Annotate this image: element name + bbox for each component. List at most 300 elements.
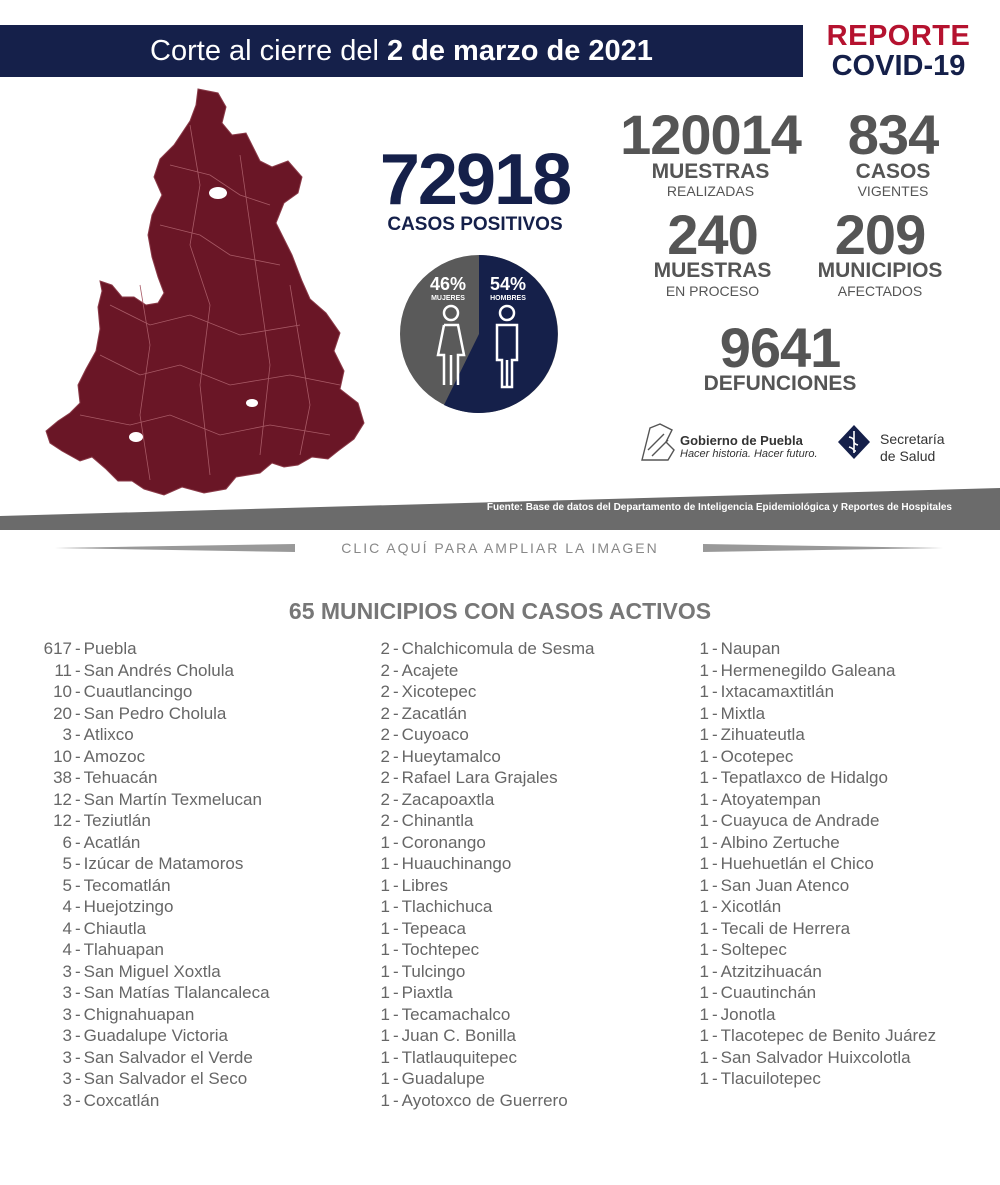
municipality-row [375, 918, 594, 940]
active-case-count: 10 [53, 682, 72, 701]
municipality-name: Tecomatlán [83, 875, 171, 895]
municipality-name: Mixtla [720, 703, 766, 723]
women-label: MUJERES [431, 295, 465, 302]
active-case-count: 1 [699, 811, 709, 830]
municipalities-column-1 [40, 638, 270, 1111]
separator-dash: - [75, 725, 81, 744]
municipalities-label: MUNICIPIOS [817, 259, 943, 282]
municipality-row [697, 724, 936, 746]
municipality-row [697, 746, 936, 768]
active-cases-label: CASOS [855, 160, 931, 183]
municipality-name: Rafael Lara Grajales [401, 768, 558, 787]
separator-dash: - [393, 1026, 399, 1045]
municipality-name: Coronango [401, 832, 486, 852]
municipality-row [375, 982, 594, 1004]
men-percent: 54% [489, 274, 527, 294]
separator-dash: - [75, 983, 81, 1002]
separator-dash: - [75, 918, 81, 938]
municipality-row [40, 853, 270, 875]
municipality-row [375, 660, 594, 682]
separator-dash: - [712, 639, 718, 658]
separator-dash: - [75, 1047, 81, 1067]
municipality-name: San Juan Atenco [720, 875, 850, 895]
active-case-count: 2 [380, 811, 390, 830]
active-case-count: 3 [62, 1069, 72, 1088]
municipality-row [375, 1068, 594, 1090]
gobierno-name: Gobierno de Puebla [680, 433, 803, 448]
active-case-count: 1 [380, 1090, 390, 1110]
separator-dash: - [75, 854, 81, 873]
municipality-name: Zacatlán [401, 703, 467, 723]
municipality-row [697, 875, 936, 897]
separator-dash: - [712, 768, 718, 787]
active-case-count: 2 [380, 725, 390, 744]
municipality-row [697, 789, 936, 811]
municipality-row [375, 810, 594, 832]
municipality-row [40, 681, 270, 703]
municipality-row [40, 767, 270, 789]
municipality-row [375, 767, 594, 789]
active-case-count: 4 [62, 897, 72, 916]
municipality-name: Soltepec [720, 940, 787, 959]
separator-dash: - [712, 940, 718, 959]
municipality-row [40, 1004, 270, 1026]
municipality-name: Libres [401, 875, 448, 895]
municipality-name: Chignahuapan [83, 1004, 195, 1024]
separator-dash: - [393, 639, 399, 658]
municipality-row [697, 1004, 936, 1026]
municipality-name: Chinantla [401, 811, 474, 830]
active-case-count: 1 [699, 789, 709, 809]
active-case-count: 10 [53, 746, 72, 766]
municipality-name: San Matías Tlalancaleca [83, 983, 270, 1002]
municipality-row [697, 832, 936, 854]
women-percent: 46% [429, 274, 467, 294]
active-case-count: 1 [699, 961, 709, 981]
municipality-name: San Miguel Xoxtla [83, 961, 221, 981]
municipality-name: Atzitzihuacán [720, 961, 822, 981]
active-case-count: 1 [380, 961, 390, 981]
separator-dash: - [75, 897, 81, 916]
municipality-name: Guadalupe [401, 1069, 485, 1088]
municipality-name: Hermenegildo Galeana [720, 660, 896, 680]
municipality-name: Jonotla [720, 1004, 776, 1024]
separator-dash: - [393, 725, 399, 744]
municipality-row [40, 982, 270, 1004]
municipality-row [375, 681, 594, 703]
active-case-count: 617 [43, 639, 72, 658]
active-case-count: 2 [380, 703, 390, 723]
municipality-name: Atoyatempan [720, 789, 821, 809]
separator-dash: - [75, 660, 81, 680]
municipality-name: Acajete [401, 660, 459, 680]
active-case-count: 3 [62, 1047, 72, 1067]
municipality-name: Cuautinchán [720, 983, 817, 1002]
municipality-row [697, 918, 936, 940]
active-case-count: 1 [699, 746, 709, 766]
municipality-row [375, 746, 594, 768]
separator-dash: - [393, 961, 399, 981]
positive-cases-label: CASOS POSITIVOS [387, 214, 563, 235]
separator-dash: - [712, 746, 718, 766]
municipality-name: Huehuetlán el Chico [720, 854, 874, 873]
active-case-count: 2 [380, 682, 390, 701]
active-case-count: 2 [380, 746, 390, 766]
municipalities-value: 209 [834, 203, 926, 266]
separator-dash: - [393, 1069, 399, 1088]
active-case-count: 1 [380, 832, 390, 852]
municipality-row [697, 939, 936, 961]
active-case-count: 11 [54, 660, 72, 680]
municipality-name: Tepatlaxco de Hidalgo [720, 768, 888, 787]
separator-dash: - [75, 703, 81, 723]
active-case-count: 1 [699, 725, 709, 744]
municipality-name: San Salvador Huixcolotla [720, 1047, 911, 1067]
active-case-count: 1 [380, 940, 390, 959]
active-case-count: 1 [699, 1047, 709, 1067]
municipality-row [40, 1090, 270, 1112]
municipality-name: Ixtacamaxtitlán [720, 682, 835, 701]
active-case-count: 5 [62, 875, 72, 895]
separator-dash: - [75, 832, 81, 852]
municipality-name: Ocotepec [720, 746, 794, 766]
municipality-name: San Salvador el Seco [83, 1069, 248, 1088]
municipality-name: Tepeaca [401, 918, 466, 938]
source-note: Fuente: Base de datos del Departamento de Inteligencia Epidemiológica y Reportes de Hospitales [486, 502, 952, 513]
active-case-count: 1 [380, 918, 390, 938]
active-case-count: 1 [380, 1047, 390, 1067]
salud-name-line1: Secretaría [880, 431, 945, 447]
municipality-row [375, 789, 594, 811]
active-cases-value: 834 [847, 103, 939, 166]
municipality-row [375, 638, 594, 660]
active-case-count: 1 [699, 768, 709, 787]
municipality-row [697, 896, 936, 918]
municipality-row [375, 1090, 594, 1112]
active-case-count: 1 [380, 1069, 390, 1088]
separator-dash: - [393, 875, 399, 895]
municipality-row [40, 1047, 270, 1069]
municipality-name: Tlacuilotepec [720, 1069, 821, 1088]
active-case-count: 1 [380, 897, 390, 916]
cut-date: 2 de marzo de 2021 [386, 35, 653, 67]
municipality-name: Zihuateutla [720, 725, 805, 744]
active-case-count: 1 [699, 918, 709, 938]
municipality-name: Zacapoaxtla [401, 789, 495, 809]
samples-sublabel: REALIZADAS [666, 183, 755, 199]
municipality-row [697, 1068, 936, 1090]
municipalities-list-title: 65 MUNICIPIOS CON CASOS ACTIVOS [288, 598, 712, 624]
separator-dash: - [712, 682, 718, 701]
separator-dash: - [75, 961, 81, 981]
separator-dash: - [75, 682, 81, 701]
separator-dash: - [75, 1090, 81, 1110]
municipality-name: San Pedro Cholula [83, 703, 227, 723]
separator-dash: - [712, 703, 718, 723]
active-case-count: 1 [380, 1026, 390, 1045]
separator-dash: - [712, 897, 718, 916]
separator-dash: - [75, 746, 81, 766]
municipality-row [40, 660, 270, 682]
municipality-name: Xicotepec [401, 682, 477, 701]
separator-dash: - [393, 789, 399, 809]
municipality-row [40, 724, 270, 746]
municipality-name: Teziutlán [83, 811, 151, 830]
municipality-row [697, 961, 936, 983]
municipality-row [40, 896, 270, 918]
click-divider-left [55, 544, 295, 552]
municipality-name: Huejotzingo [83, 897, 174, 916]
municipality-row [375, 896, 594, 918]
separator-dash: - [75, 1026, 81, 1045]
active-case-count: 6 [62, 832, 72, 852]
report-title-line1: REPORTE [826, 20, 971, 52]
active-case-count: 4 [62, 918, 72, 938]
separator-dash: - [393, 918, 399, 938]
municipality-name: Acatlán [83, 832, 141, 852]
municipalities-sublabel: AFECTADOS [837, 283, 923, 299]
source-band [0, 468, 1000, 530]
municipality-row [40, 638, 270, 660]
municipality-name: Huauchinango [401, 854, 512, 873]
processing-sublabel: EN PROCESO [665, 283, 760, 299]
separator-dash: - [712, 875, 718, 895]
cut-date-heading [0, 25, 803, 77]
separator-dash: - [712, 789, 718, 809]
active-case-count: 1 [699, 983, 709, 1002]
municipality-name: Piaxtla [401, 983, 453, 1002]
municipality-name: Chalchicomula de Sesma [401, 639, 595, 658]
municipality-row [40, 918, 270, 940]
separator-dash: - [712, 811, 718, 830]
separator-dash: - [712, 832, 718, 852]
municipality-name: Albino Zertuche [720, 832, 840, 852]
active-case-count: 1 [699, 1069, 709, 1088]
municipality-name: Chiautla [83, 918, 147, 938]
separator-dash: - [712, 983, 718, 1002]
municipality-name: Juan C. Bonilla [401, 1026, 517, 1045]
municipality-name: Guadalupe Victoria [83, 1026, 228, 1045]
separator-dash: - [75, 940, 81, 959]
municipality-row [375, 961, 594, 983]
municipality-name: Cuayuca de Andrade [720, 811, 880, 830]
municipality-row [375, 1004, 594, 1026]
municipality-row [375, 724, 594, 746]
municipality-name: Ayotoxco de Guerrero [401, 1090, 568, 1110]
municipality-row [697, 767, 936, 789]
separator-dash: - [75, 875, 81, 895]
municipality-row [375, 853, 594, 875]
report-title-line2: COVID-19 [831, 50, 966, 82]
municipality-name: Cuyoaco [401, 725, 469, 744]
separator-dash: - [75, 811, 81, 830]
municipality-name: San Salvador el Verde [83, 1047, 253, 1067]
active-case-count: 38 [53, 768, 72, 787]
active-case-count: 1 [699, 682, 709, 701]
deaths-value: 9641 [719, 316, 841, 379]
separator-dash: - [712, 1047, 718, 1067]
municipality-name: Izúcar de Matamoros [83, 854, 244, 873]
separator-dash: - [75, 789, 81, 809]
municipality-name: Tecali de Herrera [720, 918, 851, 938]
separator-dash: - [75, 1069, 81, 1088]
active-case-count: 3 [62, 1026, 72, 1045]
municipality-name: Tlachichuca [401, 897, 493, 916]
separator-dash: - [393, 746, 399, 766]
separator-dash: - [75, 639, 81, 658]
municipality-name: Tulcingo [401, 961, 466, 981]
active-case-count: 4 [62, 940, 72, 959]
active-case-count: 1 [699, 832, 709, 852]
active-case-count: 1 [699, 1026, 709, 1045]
separator-dash: - [393, 660, 399, 680]
municipality-row [40, 832, 270, 854]
separator-dash: - [393, 1047, 399, 1067]
municipality-row [697, 703, 936, 725]
active-case-count: 1 [699, 1004, 709, 1024]
municipality-row [375, 875, 594, 897]
men-label: HOMBRES [490, 295, 526, 302]
active-case-count: 2 [380, 639, 390, 658]
municipality-row [375, 939, 594, 961]
processing-value: 240 [667, 203, 758, 266]
municipality-row [40, 789, 270, 811]
municipality-name: Puebla [83, 639, 137, 658]
processing-label: MUESTRAS [653, 259, 772, 282]
municipality-row [40, 939, 270, 961]
separator-dash: - [393, 811, 399, 830]
municipality-name: Naupan [720, 639, 781, 658]
municipality-row [697, 853, 936, 875]
municipality-name: Tlacotepec de Benito Juárez [720, 1026, 937, 1045]
separator-dash: - [712, 1004, 718, 1024]
active-case-count: 1 [380, 875, 390, 895]
municipality-row [40, 1068, 270, 1090]
municipality-name: Tochtepec [401, 940, 480, 959]
separator-dash: - [712, 1069, 718, 1088]
positive-cases-value: 72918 [379, 140, 571, 220]
municipality-name: Coxcatlán [83, 1090, 160, 1110]
municipality-row [375, 703, 594, 725]
municipalities-column-3 [697, 638, 936, 1090]
active-case-count: 3 [62, 961, 72, 981]
municipality-name: Xicotlán [720, 897, 782, 916]
active-case-count: 1 [380, 983, 390, 1002]
municipality-row [697, 681, 936, 703]
municipality-name: Atlixco [83, 725, 134, 744]
active-case-count: 2 [380, 789, 390, 809]
map-state-shape [46, 89, 364, 495]
separator-dash: - [712, 961, 718, 981]
active-case-count: 12 [53, 789, 72, 809]
separator-dash: - [393, 832, 399, 852]
municipality-name: Tehuacán [83, 768, 158, 787]
active-cases-sublabel: VIGENTES [857, 183, 929, 199]
gobierno-slogan: Hacer historia. Hacer futuro. [680, 448, 818, 460]
municipality-row [40, 746, 270, 768]
active-case-count: 1 [699, 854, 709, 873]
separator-dash: - [712, 854, 718, 873]
active-case-count: 1 [699, 875, 709, 895]
active-case-count: 1 [380, 854, 390, 873]
municipality-row [697, 660, 936, 682]
separator-dash: - [393, 897, 399, 916]
separator-dash: - [393, 940, 399, 959]
puebla-state-map[interactable] [40, 85, 370, 500]
municipality-row [40, 875, 270, 897]
separator-dash: - [393, 854, 399, 873]
active-case-count: 3 [62, 1004, 72, 1024]
municipality-name: San Martín Texmelucan [83, 789, 262, 809]
active-case-count: 3 [62, 1090, 72, 1110]
active-case-count: 12 [53, 811, 72, 830]
municipality-name: San Andrés Cholula [83, 660, 234, 680]
separator-dash: - [393, 1090, 399, 1110]
active-case-count: 3 [62, 983, 72, 1002]
active-case-count: 1 [699, 660, 709, 680]
separator-dash: - [712, 918, 718, 938]
municipality-name: Tlahuapan [83, 940, 165, 959]
separator-dash: - [75, 768, 81, 787]
municipality-row [375, 832, 594, 854]
municipality-row [40, 703, 270, 725]
separator-dash: - [712, 725, 718, 744]
municipality-name: Tecamachalco [401, 1004, 511, 1024]
municipality-row [697, 810, 936, 832]
samples-label: MUESTRAS [651, 160, 770, 183]
active-case-count: 1 [699, 639, 709, 658]
separator-dash: - [393, 1004, 399, 1024]
municipality-row [40, 1025, 270, 1047]
active-case-count: 2 [380, 660, 390, 680]
active-case-count: 5 [62, 854, 72, 873]
active-case-count: 20 [53, 703, 72, 723]
separator-dash: - [393, 703, 399, 723]
active-case-count: 1 [699, 897, 709, 916]
municipality-row [40, 961, 270, 983]
salud-logo-icon [836, 423, 872, 461]
municipality-name: Amozoc [83, 746, 146, 766]
separator-dash: - [393, 768, 399, 787]
separator-dash: - [393, 682, 399, 701]
municipality-name: Tlatlauquitepec [401, 1047, 517, 1067]
active-case-count: 1 [380, 1004, 390, 1024]
municipality-row [697, 1047, 936, 1069]
municipalities-column-2 [375, 638, 594, 1111]
salud-name-line2: de Salud [880, 448, 936, 464]
active-case-count: 1 [699, 703, 709, 723]
municipality-row [697, 982, 936, 1004]
separator-dash: - [712, 660, 718, 680]
active-case-count: 3 [62, 725, 72, 744]
deaths-label: DEFUNCIONES [703, 372, 857, 395]
separator-dash: - [75, 1004, 81, 1024]
municipality-row [40, 810, 270, 832]
municipality-row [697, 638, 936, 660]
municipality-name: Cuautlancingo [83, 682, 193, 701]
cut-prefix: Corte al cierre del [150, 35, 387, 67]
municipality-row [375, 1047, 594, 1069]
municipality-name: Hueytamalco [401, 746, 501, 766]
active-case-count: 2 [380, 768, 390, 787]
enlarge-image-link[interactable]: CLIC AQUÍ PARA AMPLIAR LA IMAGEN [341, 540, 659, 556]
active-case-count: 1 [699, 940, 709, 959]
separator-dash: - [393, 983, 399, 1002]
municipality-row [697, 1025, 936, 1047]
click-divider-right [703, 544, 943, 552]
municipality-row [375, 1025, 594, 1047]
separator-dash: - [712, 1026, 718, 1045]
